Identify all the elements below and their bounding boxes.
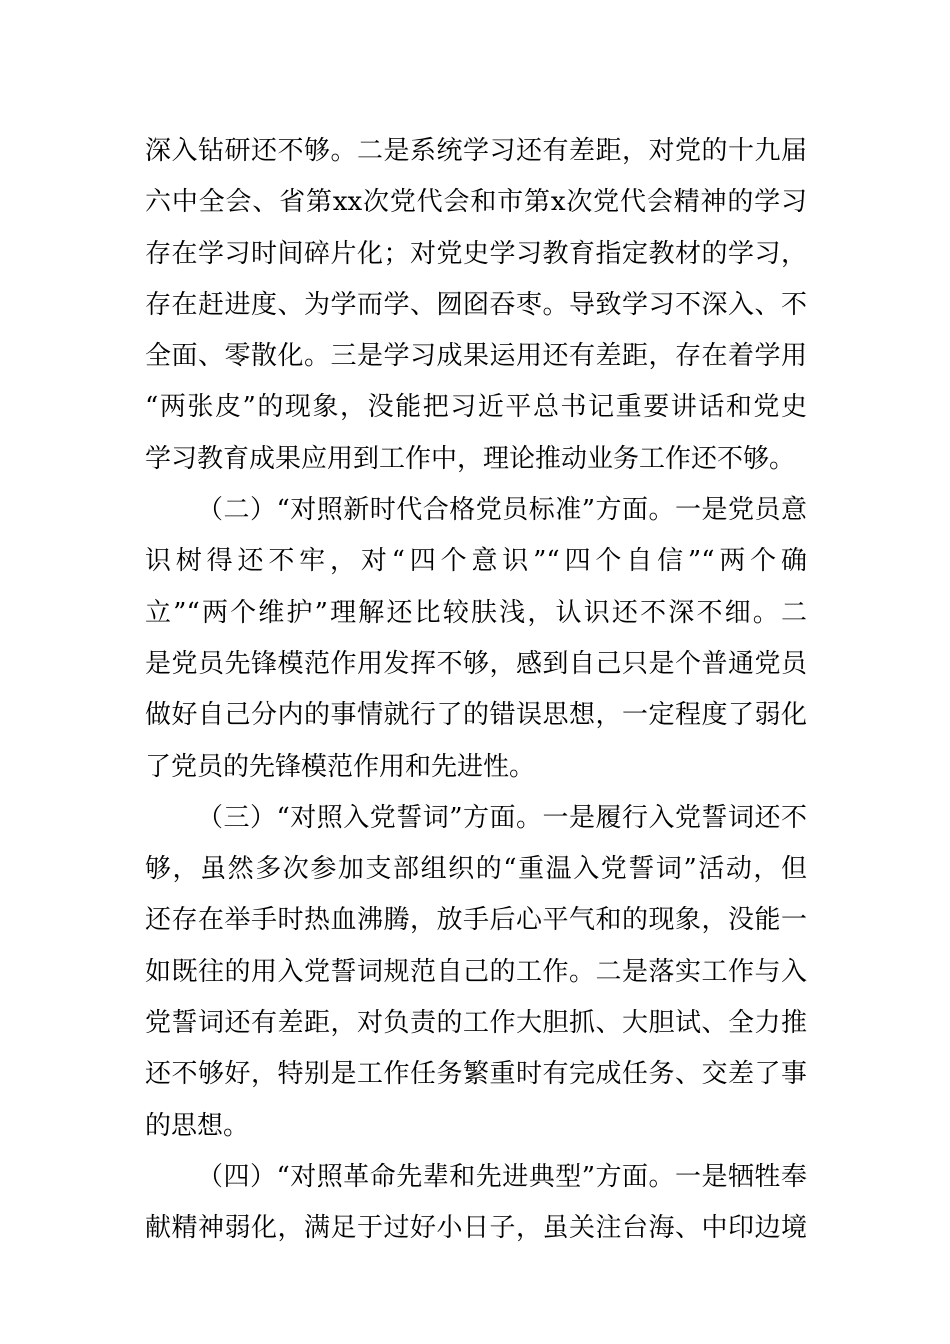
paragraph-party-member-standard [145, 485, 807, 793]
text-line: （三）“对照入党誓词”方面。一是履行入党誓词还不 [197, 802, 807, 833]
text-line: “两张皮”的现象，没能把习近平总书记重要讲话和党史 [145, 392, 807, 423]
text-line: 立”“两个维护”理解还比较肤浅，认识还不深不细。二 [145, 597, 807, 628]
text-line: 全面、零散化。三是学习成果运用还有差距，存在着学用 [145, 341, 807, 372]
text-line: 献精神弱化，满足于过好小日子，虽关注台海、中印边境 [145, 1213, 807, 1244]
text-line: 存在学习时间碎片化；对党史学习教育指定教材的学习， [145, 238, 807, 269]
text-line: 识树得还不牢，对“四个意识”“四个自信”“两个确 [145, 546, 807, 577]
text-line: 的思想。 [145, 1110, 250, 1141]
paragraph-study-gaps [145, 126, 807, 485]
document-body [145, 126, 807, 1255]
text-line: 了党员的先锋模范作用和先进性。 [145, 751, 536, 782]
text-line: 党誓词还有差距，对负责的工作大胆抓、大胆试、全力推 [145, 1008, 807, 1039]
paragraph-party-oath [145, 793, 807, 1152]
text-line: 六中全会、省第xx次党代会和市第x次党代会精神的学习 [145, 187, 807, 218]
text-line: 深入钻研还不够。二是系统学习还有差距，对党的十九届 [145, 136, 807, 166]
text-line: 够，虽然多次参加支部组织的“重温入党誓词”活动，但 [145, 854, 807, 885]
paragraph-revolutionary-predecessors [145, 1152, 807, 1255]
text-line: 还存在举手时热血沸腾，放手后心平气和的现象，没能一 [145, 905, 807, 936]
text-line: 学习教育成果应用到工作中，理论推动业务工作还不够。 [145, 443, 796, 474]
text-line: 如既往的用入党誓词规范自己的工作。二是落实工作与入 [145, 956, 807, 987]
text-line: 存在赶进度、为学而学、囫囵吞枣。导致学习不深入、不 [145, 289, 807, 320]
text-line: 做好自己分内的事情就行了的错误思想，一定程度了弱化 [145, 700, 807, 731]
text-line: 还不够好，特别是工作任务繁重时有完成任务、交差了事 [145, 1059, 807, 1090]
text-line: （二）“对照新时代合格党员标准”方面。一是党员意 [197, 495, 807, 526]
text-line: （四）“对照革命先辈和先进典型”方面。一是牺牲奉 [197, 1161, 807, 1192]
text-line: 是党员先锋模范作用发挥不够，感到自己只是个普通党员 [145, 648, 807, 679]
